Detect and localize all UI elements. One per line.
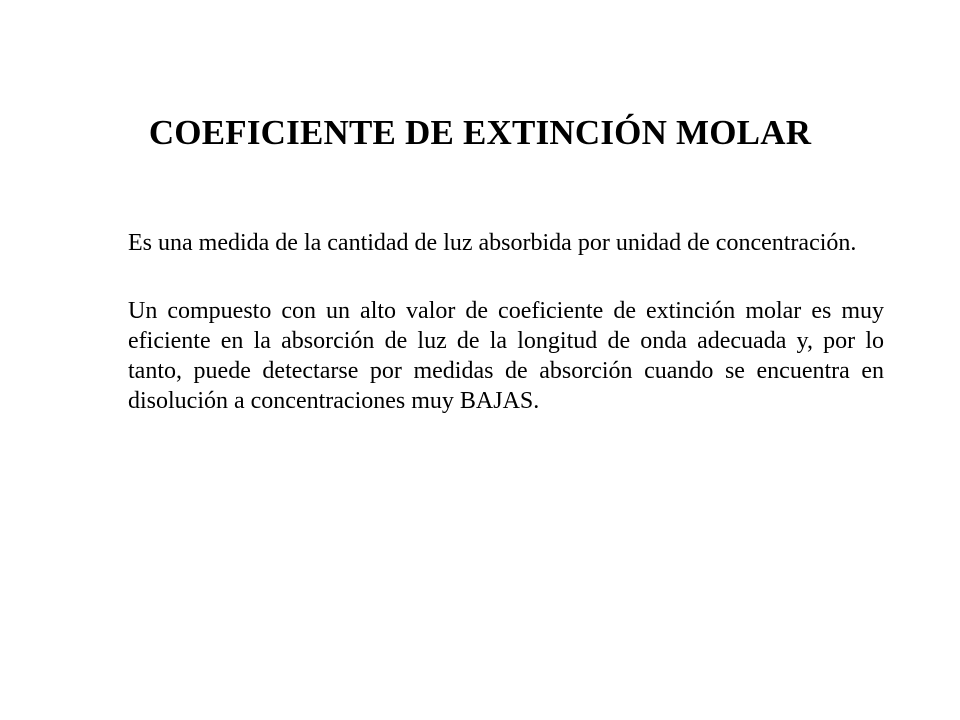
- slide-title: COEFICIENTE DE EXTINCIÓN MOLAR: [148, 113, 812, 152]
- slide-body: [128, 228, 884, 416]
- paragraph-explanation: Un compuesto con un alto valor de coeficiente de extinción molar es muy eficiente en la absorción de luz de la longitud de onda adecuada y, por lo tanto, puede detectarse por medidas de absorción cuando se encuentra en disolución a concentraciones muy BAJAS.: [128, 298, 884, 414]
- paragraph-definition: Es una medida de la cantidad de luz absorbida por unidad de concentración.: [128, 230, 857, 256]
